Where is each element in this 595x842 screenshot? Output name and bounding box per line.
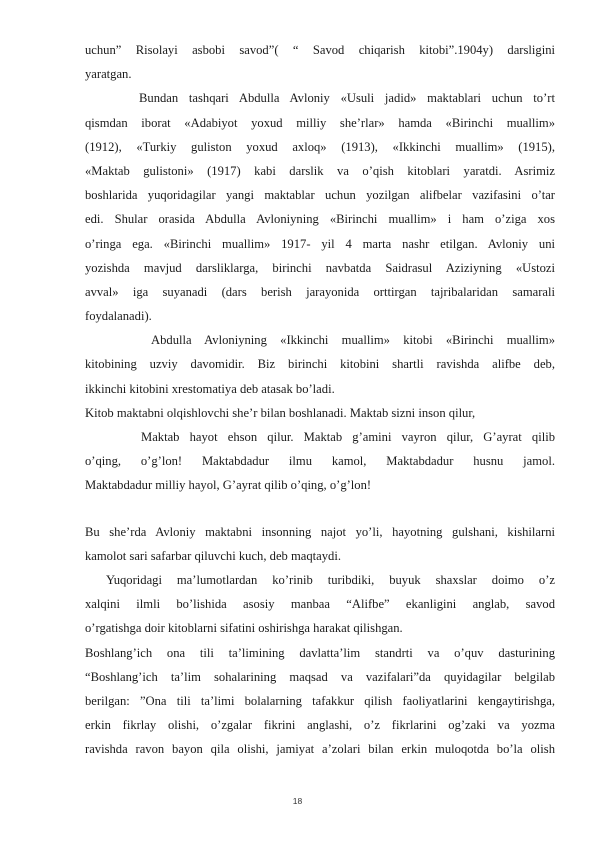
text-line: Yuqoridagi ma’lumotlardan ko’rinib turibdiki, buyuk shaxslar doimo o’z — [106, 572, 555, 587]
text-line: berilgan: ”Ona tili ta’limi bolalarning tafakkur qilish faoliyatlarini kengaytirishga, — [85, 693, 555, 708]
document-body — [85, 38, 555, 761]
text-line: kamolot sari safarbar qiluvchi kuch, deb maqtaydi. — [85, 548, 341, 563]
text-line: Maktab hayot ehson qilur. Maktab g’amini vayron qilur, G’ayrat qilib — [141, 430, 555, 444]
text-line: uchun” Risolayi asbobi savod”( “ Savod chiqarish kitobi”.1904y) darsligini — [85, 43, 555, 57]
text-line: o’qing, o’g’lon! Maktabdadur ilmu kamol, Maktabdadur husnu jamol. — [85, 454, 555, 469]
text-line: yaratgan. — [85, 67, 132, 82]
blank-line — [85, 498, 555, 520]
text-line: boshlarida yuqoridagilar yangi maktablar uchun yozilgan alifbelar vazifasini o’tar — [85, 188, 555, 203]
text-line: avval» iga suyanadi (dars berish jarayonida orttirgan tajribalaridan samarali — [85, 284, 555, 299]
text-line: yozishda mavjud darsliklarga, birinchi navbatda Saidrasul Aziziyning «Ustozi — [85, 260, 555, 275]
text-line: Abdulla Avloniyning «Ikkinchi muallim» kitobi «Birinchi muallim» — [151, 333, 555, 348]
text-line: (1912), «Turkiy guliston yoxud axloq» (1913), «Ikkinchi muallim» (1915), — [85, 139, 555, 154]
text-line: ikkinchi kitobini xrestomatiya deb atasak bo’ladi. — [85, 381, 335, 396]
text-line: ravishda ravon bayon qila olishi, jamiyat a’zolari bilan erkin muloqotda bo’la olish — [85, 742, 555, 757]
text-line: o’ringa ega. «Birinchi muallim» 1917- yil 4 marta nashr etilgan. Avloniy uni — [85, 236, 555, 251]
text-line: o’rgatishga doir kitoblarni sifatini oshirishga harakat qilishgan. — [85, 621, 403, 636]
text-line: xalqini ilmli bo’lishida asosiy manbaa “Alifbe” ekanligini anglab, savod — [85, 597, 555, 612]
text-line: Kitob maktabni olqishlovchi she’r bilan boshlanadi. Maktab sizni inson qilur, — [85, 405, 476, 420]
text-line: Bu she’rda Avloniy maktabni insonning najot yo’li, hayotning gulshani, kishilarni — [85, 524, 555, 539]
text-line: edi. Shular orasida Abdulla Avloniyning «Birinchi muallim» i ham o’ziga xos — [85, 212, 555, 227]
text-line: qismdan iborat «Adabiyot yoxud milliy she’rlar» hamda «Birinchi muallim» — [85, 115, 555, 130]
text-line: Maktabdadur milliy hayol, G’ayrat qilib o’qing, o’g’lon! — [85, 478, 372, 493]
text-line: Bundan tashqari Abdulla Avloniy «Usuli jadid» maktablari uchun to’rt — [139, 91, 555, 106]
text-line: erkin fikrlay olishi, o’zgalar fikrini anglashi, o’z fikrlarini og’zaki va yozma — [85, 718, 555, 733]
text-line: «Maktab gulistoni» (1917) kabi darslik va o’qish kitoblari yaratdi. Asrimiz — [85, 163, 555, 178]
page-number: 18 — [292, 796, 303, 806]
text-line: “Boshlang’ich ta’lim sohalarining maqsad va vazifalari”da quyidagilar belgilab — [85, 669, 555, 684]
text-line: foydalanadi). — [85, 309, 152, 324]
text-line: Boshlang’ich ona tili ta’limining davlatta’lim standrti va o’quv dasturining — [85, 645, 555, 660]
text-line: kitobining uzviy davomidir. Biz birinchi kitobini shartli ravishda alifbe deb, — [85, 357, 555, 372]
